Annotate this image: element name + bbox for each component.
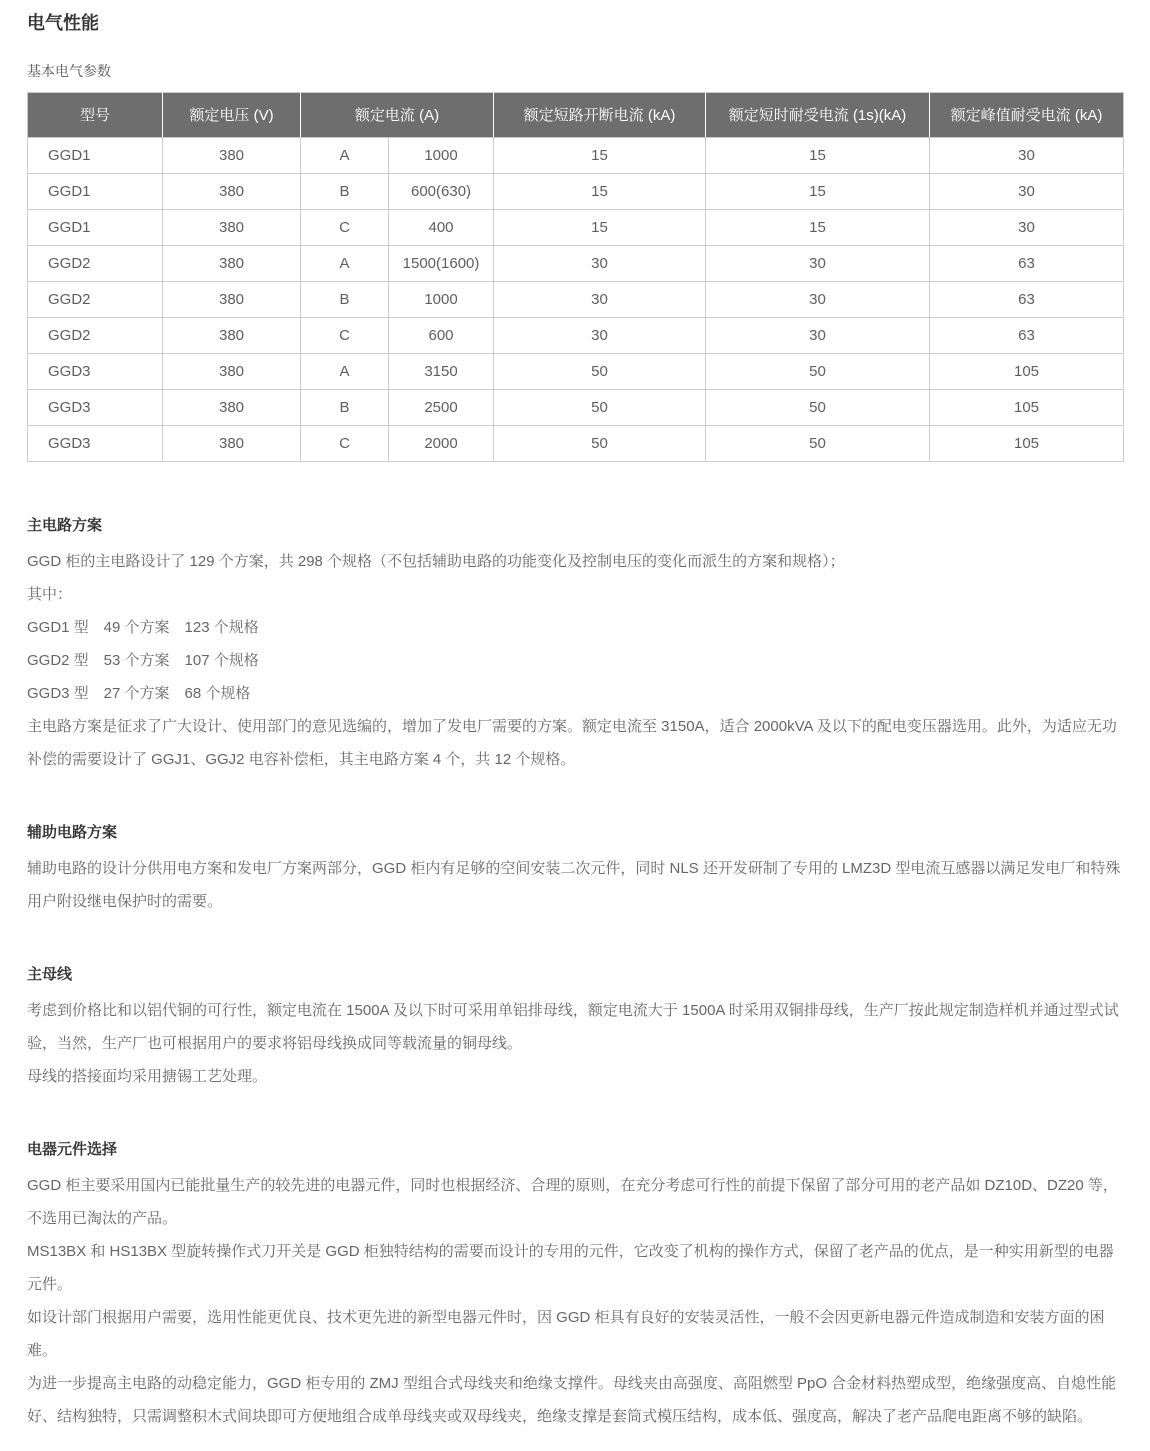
section-heading-main-circuit: 主电路方案 — [27, 516, 103, 534]
table-cell: 1500(1600) — [389, 245, 494, 281]
table-cell: 50 — [706, 353, 930, 389]
table-cell: 600 — [389, 317, 494, 353]
list-item: GGD1 型 49 个方案 123 个规格 — [27, 618, 259, 636]
list-item: GGD3 型 27 个方案 68 个规格 — [27, 684, 251, 702]
paragraph: GGD 柜的主电路设计了 129 个方案，共 298 个规格（不包括辅助电路的功能变化及控制电压的变化而派生的方案和规格）； — [27, 552, 845, 570]
paragraph: 辅助电路的设计分供用电方案和发电厂方案两部分，GGD 柜内有足够的空间安装二次元件，同时 NLS 还开发研制了专用的 LMZ3D 型电流互感器以满足发电厂和特殊用户附设继电保护时的需要。 — [27, 859, 1121, 910]
table-cell: 2000 — [389, 425, 494, 461]
table-cell: 3150 — [389, 353, 494, 389]
paragraph: 母线的搭接面均采用搪锡工艺处理。 — [27, 1067, 268, 1085]
column-header-breaking-current: 额定短路开断电流 (kA) — [494, 92, 706, 137]
list-item: GGD2 型 53 个方案 107 个规格 — [27, 651, 259, 669]
table-cell: GGD2 — [28, 245, 163, 281]
table-cell: 600(630) — [389, 173, 494, 209]
table-cell: 30 — [706, 281, 930, 317]
paragraph: 考虑到价格比和以铝代铜的可行性，额定电流在 1500A 及以下时可采用单铝排母线，额定电流大于 1500A 时采用双铜排母线，生产厂按此规定制造样机并通过型式试验，当然，生产厂也可根据用户的要求将铝母线换成同等载流量的铜母线。 — [27, 1001, 1119, 1052]
section-heading-main-busbar: 主母线 — [27, 965, 73, 983]
table-cell: 30 — [930, 209, 1124, 245]
table-cell: 30 — [706, 245, 930, 281]
table-row — [28, 353, 1124, 389]
table-cell: 380 — [163, 245, 301, 281]
table-cell: C — [301, 317, 389, 353]
section-heading-aux-circuit: 辅助电路方案 — [27, 823, 118, 841]
table-row — [28, 245, 1124, 281]
table-cell: B — [301, 281, 389, 317]
column-header-model: 型号 — [28, 92, 163, 137]
paragraph: GGD 柜主要采用国内已能批量生产的较先进的电器元件，同时也根据经济、合理的原则，在充分考虑可行性的前提下保留了部分可用的老产品如 DZ10D、DZ20 等，不选用已淘汰的产品。 — [27, 1176, 1118, 1227]
page-title: 电气性能 — [27, 13, 99, 33]
table-cell: 30 — [494, 281, 706, 317]
table-cell: 15 — [494, 173, 706, 209]
table-cell: 30 — [494, 317, 706, 353]
table-cell: 63 — [930, 281, 1124, 317]
table-cell: 30 — [494, 245, 706, 281]
table-cell: 15 — [706, 173, 930, 209]
electrical-parameters-table — [27, 92, 1124, 462]
table-cell: B — [301, 173, 389, 209]
section-main-circuit — [27, 514, 1123, 776]
table-cell: 63 — [930, 245, 1124, 281]
table-caption: 基本电气参数 — [27, 62, 111, 79]
table-cell: 30 — [706, 317, 930, 353]
table-cell: 400 — [389, 209, 494, 245]
table-cell: 15 — [706, 209, 930, 245]
column-header-withstand-current: 额定短时耐受电流 (1s)(kA) — [706, 92, 930, 137]
section-component-selection — [27, 1138, 1123, 1433]
table-cell: 380 — [163, 425, 301, 461]
table-row — [28, 317, 1124, 353]
table-cell: 380 — [163, 281, 301, 317]
table-cell: 50 — [494, 353, 706, 389]
table-row — [28, 389, 1124, 425]
table-cell: 380 — [163, 353, 301, 389]
table-cell: 63 — [930, 317, 1124, 353]
table-cell: 50 — [494, 425, 706, 461]
table-cell: 1000 — [389, 137, 494, 173]
table-cell: A — [301, 353, 389, 389]
table-cell: GGD3 — [28, 425, 163, 461]
column-header-peak-current: 额定峰值耐受电流 (kA) — [930, 92, 1124, 137]
table-cell: 30 — [930, 173, 1124, 209]
paragraph: 主电路方案是征求了广大设计、使用部门的意见选编的，增加了发电厂需要的方案。额定电流至 3150A，适合 2000kVA 及以下的配电变压器选用。此外，为适应无功补偿的需要设计了 GGJ1、GGJ2 电容补偿柜，其主电路方案 4 个，共 12 个规格。 — [27, 717, 1117, 768]
section-heading-component-selection: 电器元件选择 — [27, 1140, 118, 1158]
paragraph: 为进一步提高主电路的动稳定能力，GGD 柜专用的 ZMJ 型组合式母线夹和绝缘支撑件。母线夹由高强度、高阻燃型 PpO 合金材料热塑成型，绝缘强度高、自熄性能好、结构独特，只需调整积木式间块即可方便地组合成单母线夹或双母线夹，绝缘支撑是套筒式模压结构，成本低、强度高，解决了老产品爬电距离不够的缺陷。 — [27, 1374, 1117, 1425]
table-cell: 50 — [494, 389, 706, 425]
table-cell: GGD1 — [28, 173, 163, 209]
table-cell: 380 — [163, 317, 301, 353]
table-row — [28, 137, 1124, 173]
column-header-voltage: 额定电压 (V) — [163, 92, 301, 137]
table-row — [28, 281, 1124, 317]
table-cell: 15 — [494, 209, 706, 245]
table-cell: 380 — [163, 173, 301, 209]
table-cell: 380 — [163, 389, 301, 425]
table-header-row — [28, 92, 1124, 137]
table-cell: A — [301, 137, 389, 173]
table-cell: GGD3 — [28, 389, 163, 425]
paragraph: 其中： — [27, 585, 73, 603]
table-cell: 2500 — [389, 389, 494, 425]
table-cell: C — [301, 425, 389, 461]
table-row — [28, 173, 1124, 209]
table-row — [28, 425, 1124, 461]
table-cell: 50 — [706, 425, 930, 461]
table-row — [28, 209, 1124, 245]
table-cell: GGD1 — [28, 209, 163, 245]
table-cell: 1000 — [389, 281, 494, 317]
table-cell: GGD2 — [28, 317, 163, 353]
paragraph: 如设计部门根据用户需要，选用性能更优良、技术更先进的新型电器元件时，因 GGD 柜具有良好的安装灵活性，一般不会因更新电器元件造成制造和安装方面的困难。 — [27, 1308, 1105, 1359]
table-cell: GGD3 — [28, 353, 163, 389]
column-header-current: 额定电流 (A) — [301, 92, 494, 137]
paragraph: MS13BX 和 HS13BX 型旋转操作式刀开关是 GGD 柜独特结构的需要而设计的专用的元件，它改变了机构的操作方式，保留了老产品的优点，是一种实用新型的电器元件。 — [27, 1242, 1114, 1293]
table-cell: 105 — [930, 425, 1124, 461]
table-cell: 105 — [930, 389, 1124, 425]
table-cell: A — [301, 245, 389, 281]
table-cell: 15 — [706, 137, 930, 173]
table-cell: GGD1 — [28, 137, 163, 173]
table-cell: 15 — [494, 137, 706, 173]
table-cell: 50 — [706, 389, 930, 425]
table-cell: B — [301, 389, 389, 425]
table-cell: 380 — [163, 209, 301, 245]
section-aux-circuit — [27, 821, 1123, 918]
section-main-busbar — [27, 963, 1123, 1093]
scheme-spec-list — [27, 611, 1123, 710]
table-cell: 105 — [930, 353, 1124, 389]
table-cell: 30 — [930, 137, 1124, 173]
table-cell: 380 — [163, 137, 301, 173]
table-cell: C — [301, 209, 389, 245]
table-cell: GGD2 — [28, 281, 163, 317]
